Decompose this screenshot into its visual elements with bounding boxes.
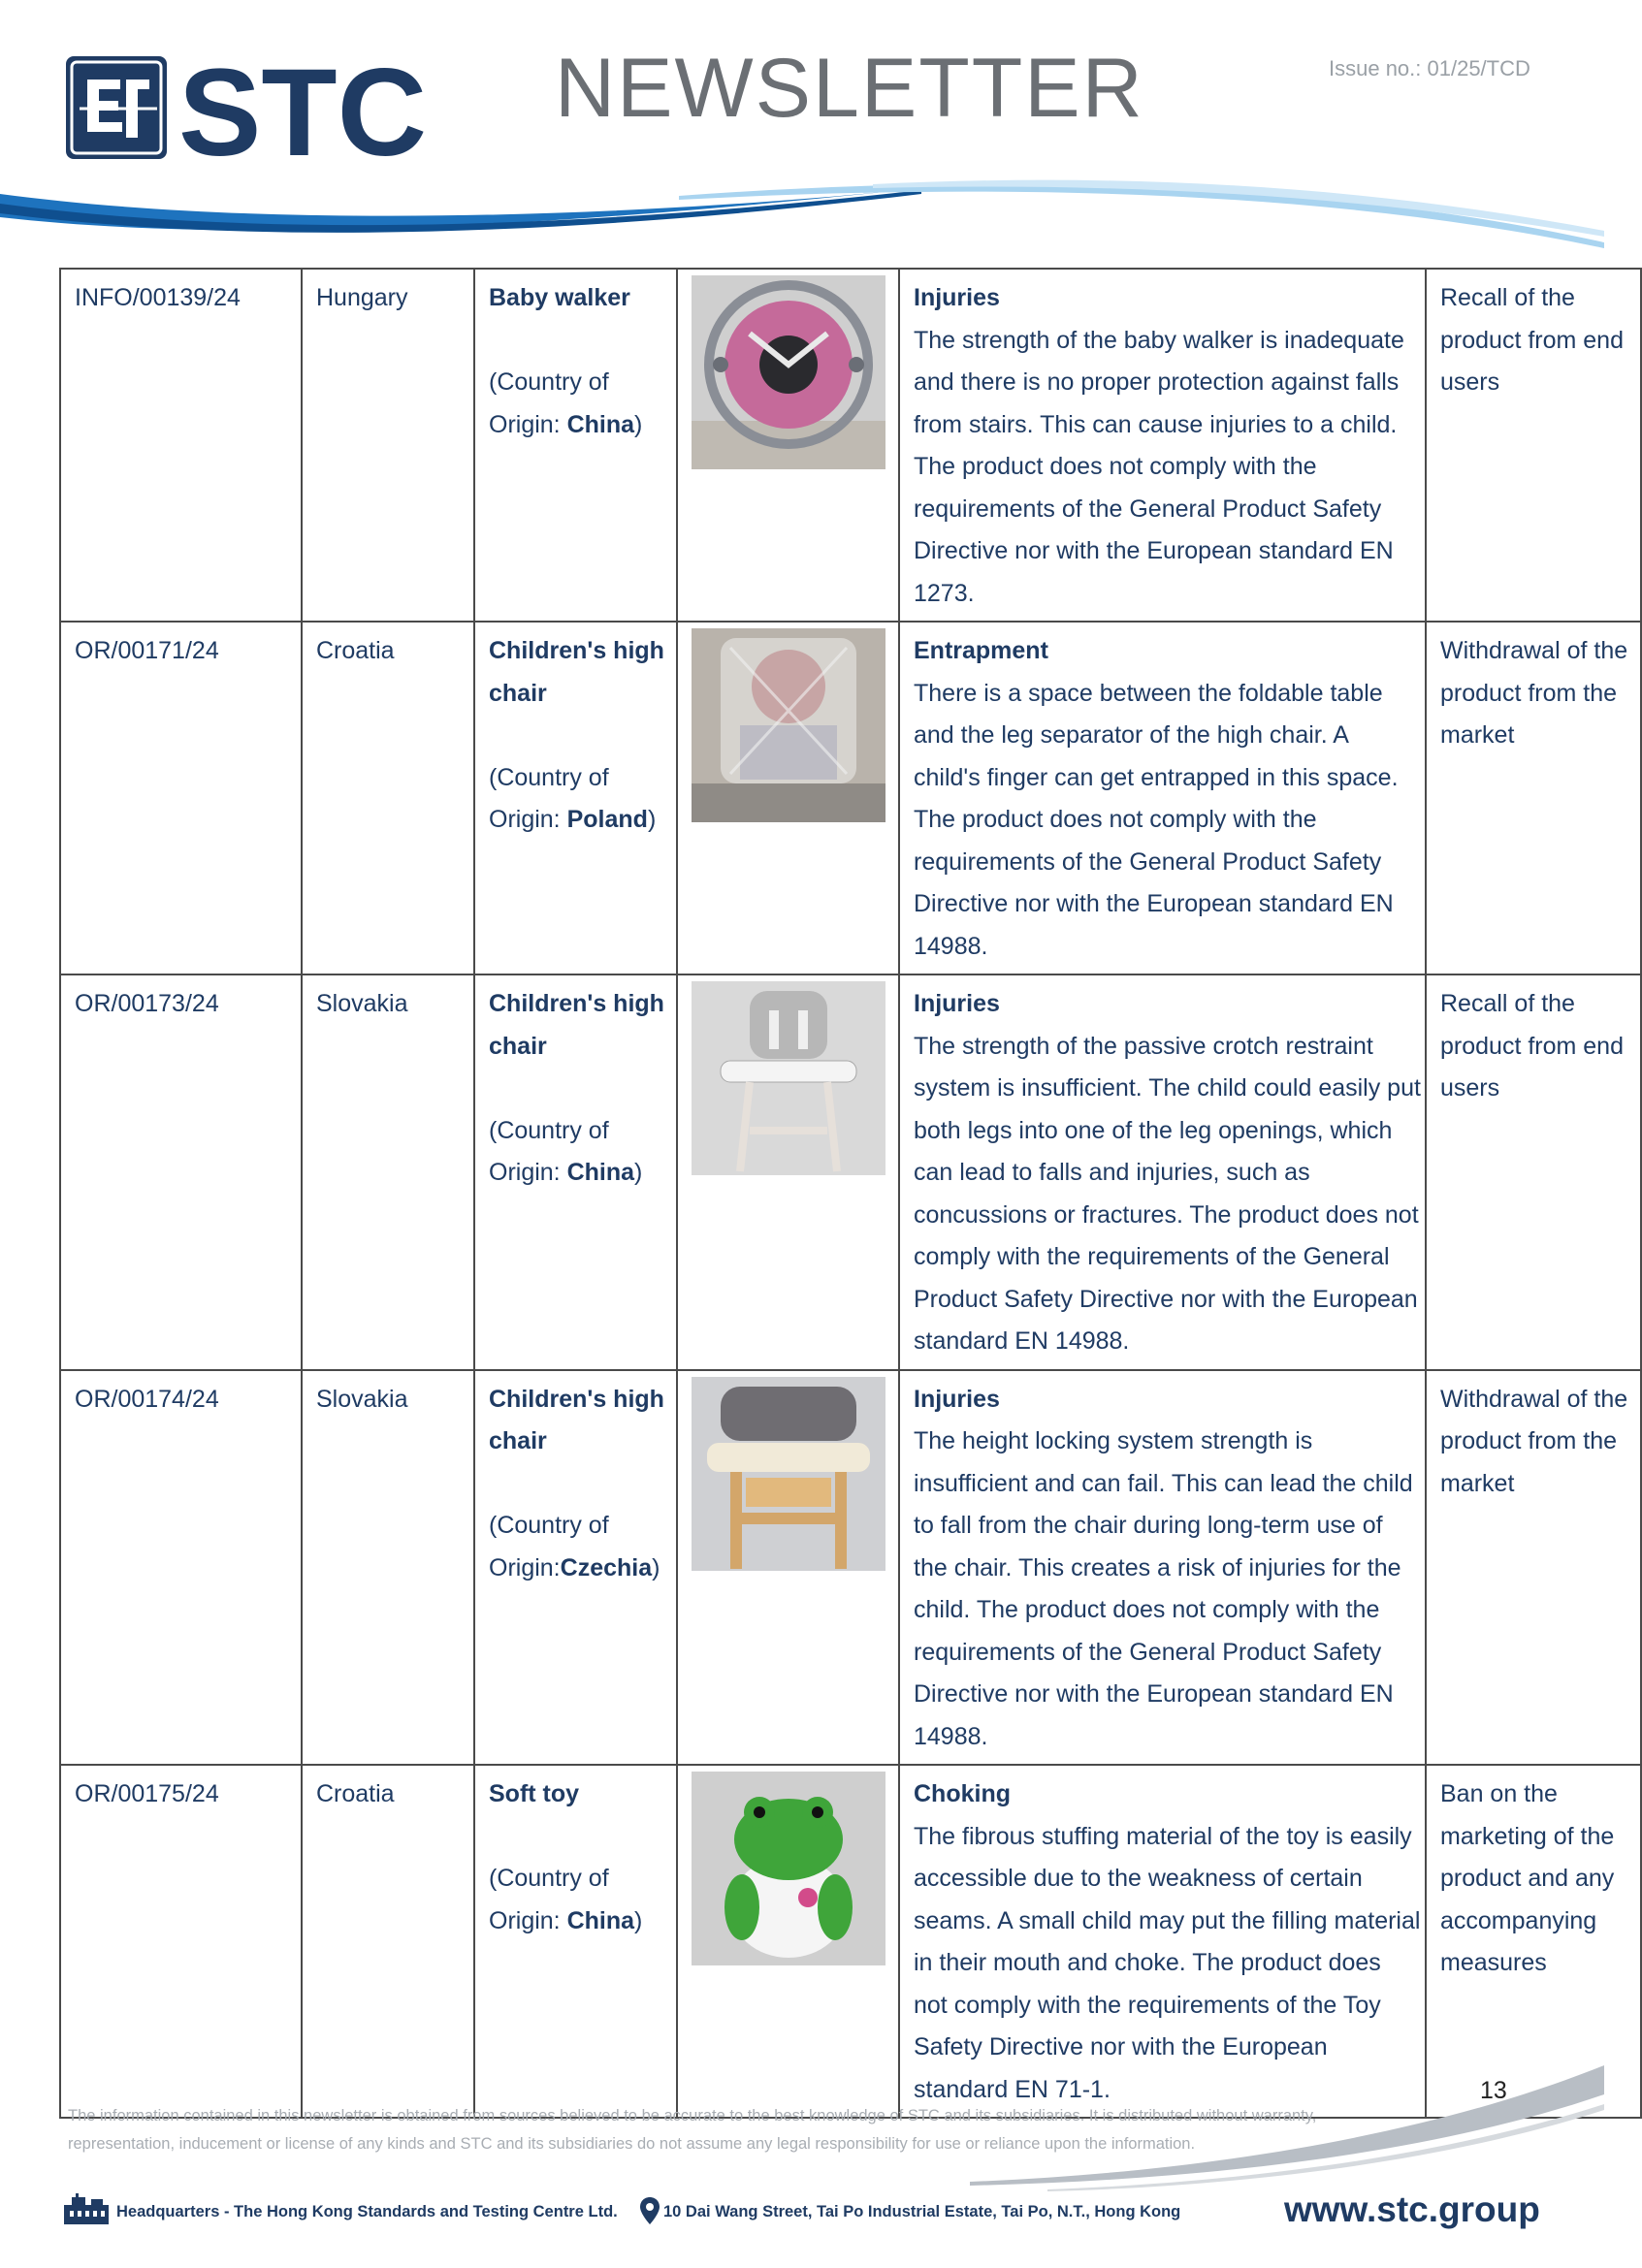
reference-number: OR/00174/24 <box>75 1385 219 1413</box>
measures-taken: Withdrawal of the product from the market <box>1440 1385 1628 1497</box>
origin-label: Origin: <box>489 806 567 833</box>
page-footer <box>62 2189 1546 2238</box>
product-cell <box>474 269 677 622</box>
disclaimer-text: The information contained in this newsletter is obtained from sources believed to be accurate to the best knowledge of STC and its subsidiaries. It is distributed without warranty, representation, inducement or license of any kinds and STC and its subsidiaries do not assume any legal responsibility for use or reliance upon the information. <box>68 2107 1317 2153</box>
origin-country: Poland <box>566 806 648 833</box>
product-name: Children's high chair <box>489 637 664 707</box>
reference-number-cell <box>60 974 302 1370</box>
risk-cell <box>899 1370 1426 1766</box>
origin-label: Origin: <box>489 1159 567 1186</box>
measures-taken: Recall of the product from end users <box>1440 990 1624 1102</box>
table-row <box>60 269 1641 622</box>
notifying-country-cell <box>302 269 474 622</box>
risk-description: The fibrous stuffing material of the toy is easily accessible due to the weakness of certain seams. A small child may put the filling material in their mouth and choke. The product does not comply with the requirements of the Toy Safety Directive nor with the European standard EN 71-1. <box>914 1822 1421 2103</box>
product-name: Children's high chair <box>489 1385 664 1454</box>
risk-type: Entrapment <box>914 637 1048 664</box>
green-frog-soft-toy-photo <box>692 1772 885 1965</box>
reference-number: OR/00171/24 <box>75 637 219 664</box>
measures-cell <box>1426 269 1641 622</box>
product-photo-cell <box>677 269 899 622</box>
origin-suffix: ) <box>634 1159 643 1186</box>
origin-country: China <box>566 1906 635 1934</box>
reference-number-cell <box>60 1370 302 1766</box>
notifying-country: Hungary <box>316 284 408 311</box>
origin-label: Origin: <box>489 1906 567 1934</box>
risk-description: There is a space between the foldable table and the leg separator of the high chair. A child's finger can get entrapped in this space. The product does not comply with the requirements of the General Product Safety Directive nor with the European standard EN 14988. <box>914 679 1399 960</box>
reference-number-cell <box>60 1765 302 2118</box>
location-pin-icon <box>640 2197 660 2224</box>
origin-suffix: ) <box>634 1906 643 1934</box>
origin-country: China <box>566 1159 635 1186</box>
risk-description: The height locking system strength is insufficient and can fail. This can lead the child to fall from the chair during long-term use of the chair. This creates a risk of injuries for the child. The product does not comply with the requirements of the General Product Safety Directive nor with the European standard EN 14988. <box>914 1427 1413 1750</box>
country-of-origin <box>489 1505 674 1589</box>
newsletter-title: NEWSLETTER <box>555 42 1144 135</box>
origin-prefix: (Country of <box>489 1865 609 1892</box>
country-of-origin <box>489 362 674 446</box>
white-high-chair-photo <box>692 981 885 1175</box>
product-cell <box>474 1765 677 2118</box>
risk-type: Injuries <box>914 1385 1000 1413</box>
issue-number: Issue no.: 01/25/TCD <box>1329 56 1530 80</box>
header-swoosh-decoration <box>0 175 1604 252</box>
notifying-country-cell <box>302 622 474 974</box>
notifying-country-cell <box>302 1370 474 1766</box>
risk-description: The strength of the passive crotch restraint system is insufficient. The child could easily put both legs into one of the leg openings, which can lead to falls and injuries, such as concussions or fractures. The product does not comply with the requirements of the General Product Safety Directive nor with the European standard EN 14988. <box>914 1032 1421 1355</box>
measures-taken: Ban on the marketing of the product and any accompanying measures <box>1440 1780 1615 1976</box>
measures-taken: Withdrawal of the product from the market <box>1440 637 1628 749</box>
measures-cell <box>1426 974 1641 1370</box>
notifying-country-cell <box>302 974 474 1370</box>
measures-taken: Recall of the product from end users <box>1440 284 1624 396</box>
risk-cell <box>899 622 1426 974</box>
product-photo-cell <box>677 974 899 1370</box>
origin-suffix: ) <box>634 410 643 438</box>
origin-suffix: ) <box>647 806 657 833</box>
reference-number-cell <box>60 269 302 622</box>
measures-cell <box>1426 622 1641 974</box>
origin-prefix: (Country of <box>489 368 609 396</box>
origin-country: Czechia <box>560 1553 653 1581</box>
product-cell <box>474 1370 677 1766</box>
reference-number: OR/00173/24 <box>75 990 219 1017</box>
origin-label: Origin: <box>489 1553 561 1581</box>
stc-logo <box>66 44 454 182</box>
recall-table <box>59 268 1642 2119</box>
origin-prefix: (Country of <box>489 1512 609 1539</box>
notifying-country: Croatia <box>316 637 395 664</box>
product-photo-cell <box>677 1765 899 2118</box>
origin-prefix: (Country of <box>489 763 609 791</box>
baby-walker-photo <box>692 275 885 469</box>
product-photo-cell <box>677 1370 899 1766</box>
page-number: 13 <box>1480 2077 1507 2104</box>
origin-country: China <box>566 410 635 438</box>
country-of-origin <box>489 1110 674 1195</box>
headquarters-text: Headquarters - The Hong Kong Standards and Testing Centre Ltd. <box>116 2203 618 2220</box>
reference-number: OR/00175/24 <box>75 1780 219 1807</box>
risk-type: Injuries <box>914 284 1000 311</box>
risk-cell <box>899 269 1426 622</box>
notifying-country: Slovakia <box>316 1385 408 1413</box>
product-photo-cell <box>677 622 899 974</box>
wooden-high-chair-photo <box>692 1377 885 1571</box>
table-row <box>60 1370 1641 1766</box>
product-cell <box>474 974 677 1370</box>
product-name: Soft toy <box>489 1780 580 1807</box>
notifying-country: Croatia <box>316 1780 395 1807</box>
origin-prefix: (Country of <box>489 1116 609 1144</box>
address-text: 10 Dai Wang Street, Tai Po Industrial Estate, Tai Po, N.T., Hong Kong <box>663 2203 1181 2220</box>
risk-type: Choking <box>914 1780 1011 1807</box>
page-header <box>0 0 1604 252</box>
building-icon <box>62 2193 111 2224</box>
country-of-origin <box>489 757 674 842</box>
product-name: Children's high chair <box>489 990 664 1060</box>
website-link[interactable]: www.stc.group <box>1284 2189 1540 2229</box>
table-row <box>60 974 1641 1370</box>
risk-type: Injuries <box>914 990 1000 1017</box>
risk-description: The strength of the baby walker is inadequate and there is no proper protection against falls from stairs. This can cause injuries to a child. The product does not comply with the requirements of the General Product Safety Directive nor with the European standard EN 1273. <box>914 326 1404 607</box>
product-name: Baby walker <box>489 284 630 311</box>
notifying-country: Slovakia <box>316 990 408 1017</box>
origin-suffix: ) <box>652 1553 660 1581</box>
notifying-country-cell <box>302 1765 474 2118</box>
product-cell <box>474 622 677 974</box>
country-of-origin <box>489 1858 674 1942</box>
reference-number-cell <box>60 622 302 974</box>
measures-cell <box>1426 1370 1641 1766</box>
origin-label: Origin: <box>489 410 567 438</box>
table-row <box>60 622 1641 974</box>
risk-cell <box>899 974 1426 1370</box>
high-chair-packaged-photo <box>692 628 885 822</box>
logo-text: STC <box>178 44 427 182</box>
reference-number: INFO/00139/24 <box>75 284 241 311</box>
